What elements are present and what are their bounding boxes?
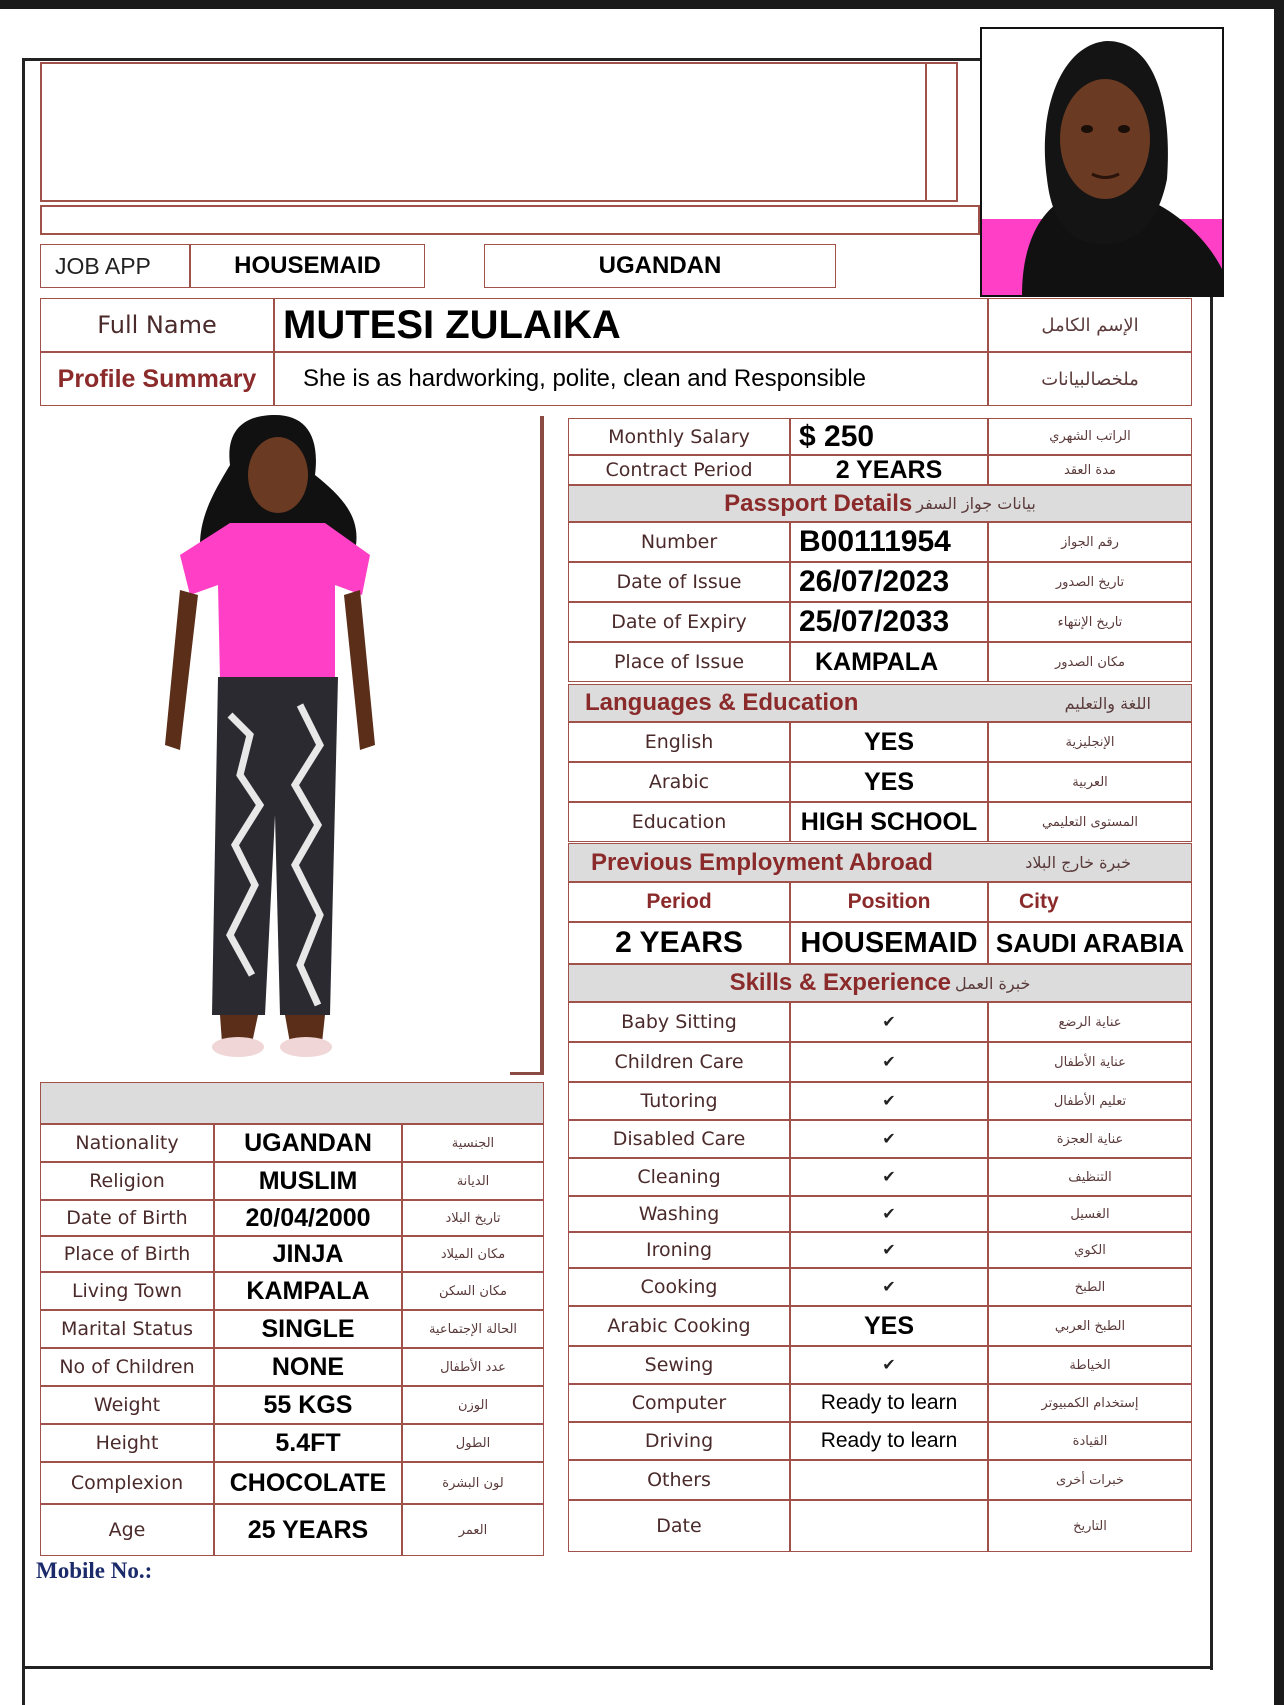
- skill-ar-5: [988, 1196, 1192, 1232]
- passport-ar-2-text: تاريخ الإنتهاء: [1057, 614, 1123, 630]
- profile-ar: [988, 352, 1192, 406]
- personal-ar-7: [402, 1386, 544, 1424]
- language-ar-0-text: الإنجليزية: [1065, 734, 1115, 750]
- language-value-0: [790, 722, 988, 762]
- skill-value-10-text: Ready to learn: [820, 1391, 958, 1414]
- employment-col-city-text: City: [1019, 890, 1059, 913]
- employment-position: [790, 922, 988, 964]
- personal-value-8: [214, 1424, 402, 1462]
- passport-photo-icon: [982, 29, 1222, 295]
- passport-ar-0: [988, 522, 1192, 562]
- salary-value-text: $ 250: [799, 419, 875, 453]
- personal-value-9-text: CHOCOLATE: [229, 1468, 387, 1497]
- profile-label-text: Profile Summary: [57, 364, 257, 393]
- salary-value: [790, 418, 988, 455]
- language-label-0: [568, 722, 790, 762]
- skill-label-8-text: Arabic Cooking: [607, 1315, 751, 1337]
- personal-value-2: [214, 1200, 402, 1236]
- personal-label-4: [40, 1272, 214, 1310]
- full-name-value: [274, 298, 988, 352]
- personal-value-6-text: NONE: [271, 1352, 345, 1381]
- employment-city-text: SAUDI ARABIA: [995, 927, 1185, 958]
- bottom-frame-line: [22, 1666, 1212, 1669]
- full-name-ar-text: الإسم الكامل: [1041, 314, 1139, 336]
- skill-value-1: [790, 1042, 988, 1082]
- skill-label-12-text: Others: [647, 1469, 711, 1491]
- header-divider: [925, 62, 927, 202]
- personal-ar-8: [402, 1424, 544, 1462]
- personal-label-9-text: Complexion: [70, 1472, 184, 1494]
- personal-ar-6: [402, 1348, 544, 1386]
- skill-value-6-text: ✔: [882, 1242, 896, 1259]
- language-label-2-text: Education: [631, 811, 727, 833]
- personal-value-3: [214, 1236, 402, 1272]
- personal-value-1: [214, 1162, 402, 1200]
- job-app-label-text: JOB APP: [55, 252, 151, 279]
- skill-ar-0-text: عناية الرضع: [1058, 1014, 1122, 1030]
- skill-label-0-text: Baby Sitting: [621, 1011, 737, 1033]
- salary-label-text: Monthly Salary: [608, 425, 750, 448]
- passport-value-2: [790, 602, 988, 642]
- top-border: [0, 0, 1284, 9]
- full-name-label: [40, 298, 274, 352]
- passport-label-0: [568, 522, 790, 562]
- passport-value-1: [790, 562, 988, 602]
- profile-label: [40, 352, 274, 406]
- language-label-0-text: English: [644, 731, 714, 753]
- skill-value-8-text: YES: [863, 1311, 915, 1340]
- right-border: [1274, 0, 1284, 1705]
- skills-title: Skills & Experience: [729, 969, 952, 996]
- personal-label-2-text: Date of Birth: [66, 1207, 188, 1229]
- employment-title-ar: خبرة خارج البلاد: [1025, 853, 1131, 872]
- skill-ar-8: [988, 1306, 1192, 1346]
- employment-period: [568, 922, 790, 964]
- personal-ar-3: [402, 1236, 544, 1272]
- skill-value-2: [790, 1082, 988, 1120]
- skill-ar-13-text: التاريخ: [1073, 1518, 1107, 1534]
- skill-value-7-text: ✔: [882, 1279, 896, 1296]
- skill-ar-12-text: خبرات أخرى: [1055, 1472, 1125, 1488]
- passport-value-0: [790, 522, 988, 562]
- language-value-0-text: YES: [863, 727, 915, 756]
- language-ar-1-text: العربية: [1072, 774, 1108, 790]
- personal-ar-0: [402, 1124, 544, 1162]
- skill-ar-11-text: القيادة: [1072, 1433, 1108, 1449]
- personal-value-4: [214, 1272, 402, 1310]
- employment-position-text: HOUSEMAID: [800, 926, 978, 959]
- full-name-text: MUTESI ZULAIKA: [283, 302, 621, 347]
- personal-value-5-text: SINGLE: [261, 1314, 355, 1343]
- skill-label-6: [568, 1232, 790, 1268]
- personal-ar-2: [402, 1200, 544, 1236]
- skill-label-5: [568, 1196, 790, 1232]
- skill-value-4-text: ✔: [882, 1169, 896, 1186]
- skill-label-4-text: Cleaning: [637, 1166, 721, 1188]
- job-app-value-text: HOUSEMAID: [234, 252, 381, 279]
- passport-label-0-text: Number: [640, 531, 718, 553]
- skill-value-9-text: ✔: [882, 1357, 896, 1374]
- personal-label-1: [40, 1162, 214, 1200]
- skills-header: [568, 964, 1192, 1002]
- language-label-1: [568, 762, 790, 802]
- personal-label-3: [40, 1236, 214, 1272]
- language-value-2: [790, 802, 988, 842]
- personal-label-5-text: Marital Status: [60, 1318, 194, 1340]
- skill-ar-11: [988, 1422, 1192, 1460]
- header-blank-box: [40, 62, 958, 202]
- skill-label-9-text: Sewing: [644, 1354, 714, 1376]
- personal-value-2-text: 20/04/2000: [245, 1203, 371, 1232]
- profile-ar-text: ملخصالبيانات: [1041, 368, 1139, 390]
- personal-label-5: [40, 1310, 214, 1348]
- personal-ar-6-text: عدد الأطفال: [440, 1359, 506, 1375]
- skill-value-7: [790, 1268, 988, 1306]
- full-name-ar: [988, 298, 1192, 352]
- passport-value-1-text: 26/07/2023: [799, 565, 950, 598]
- job-app-label: [40, 244, 190, 288]
- skill-label-12: [568, 1460, 790, 1500]
- skill-label-7: [568, 1268, 790, 1306]
- personal-ar-3-text: مكان الميلاد: [440, 1246, 506, 1262]
- skill-ar-1: [988, 1042, 1192, 1082]
- personal-label-4-text: Living Town: [71, 1280, 183, 1302]
- skill-value-11: [790, 1422, 988, 1460]
- top-frame-line: [22, 58, 982, 61]
- skill-ar-4: [988, 1158, 1192, 1196]
- personal-label-3-text: Place of Birth: [63, 1243, 191, 1265]
- personal-ar-10: [402, 1504, 544, 1556]
- passport-label-3-text: Place of Issue: [613, 651, 745, 673]
- passport-ar-3: [988, 642, 1192, 682]
- personal-label-7-text: Weight: [93, 1394, 161, 1416]
- passport-label-2: [568, 602, 790, 642]
- skill-ar-7-text: الطبخ: [1074, 1279, 1106, 1295]
- language-ar-2: [988, 802, 1192, 842]
- passport-label-2-text: Date of Expiry: [611, 611, 747, 633]
- skill-value-4: [790, 1158, 988, 1196]
- skill-label-1-text: Children Care: [614, 1051, 744, 1073]
- language-value-2-text: HIGH SCHOOL: [800, 807, 978, 836]
- skill-label-2-text: Tutoring: [640, 1090, 718, 1112]
- skill-ar-2: [988, 1082, 1192, 1120]
- personal-value-0: [214, 1124, 402, 1162]
- skill-value-9: [790, 1346, 988, 1384]
- passport-label-3: [568, 642, 790, 682]
- skill-value-2-text: ✔: [882, 1093, 896, 1110]
- personal-value-5: [214, 1310, 402, 1348]
- language-value-1-text: YES: [863, 767, 915, 796]
- passport-ar-1-text: تاريخ الصدور: [1055, 574, 1125, 590]
- personal-label-6: [40, 1348, 214, 1386]
- personal-ar-5: [402, 1310, 544, 1348]
- employment-period-text: 2 YEARS: [615, 926, 743, 959]
- employment-col-period-text: Period: [646, 890, 712, 913]
- skill-label-2: [568, 1082, 790, 1120]
- skill-ar-6: [988, 1232, 1192, 1268]
- personal-label-9: [40, 1462, 214, 1504]
- employment-col-position: [790, 882, 988, 922]
- personal-ar-2-text: تاريخ البلاد: [445, 1210, 501, 1226]
- employment-title: Previous Employment Abroad: [591, 848, 933, 876]
- skill-label-7-text: Cooking: [640, 1276, 718, 1298]
- skill-value-11-text: Ready to learn: [820, 1429, 958, 1452]
- personal-label-8-text: Height: [95, 1432, 159, 1454]
- language-ar-0: [988, 722, 1192, 762]
- personal-label-2: [40, 1200, 214, 1236]
- salary-ar: [988, 418, 1192, 455]
- skill-label-11: [568, 1422, 790, 1460]
- period-value: [790, 455, 988, 485]
- personal-value-9: [214, 1462, 402, 1504]
- skill-label-10: [568, 1384, 790, 1422]
- passport-value-3: [790, 642, 988, 682]
- period-label-text: Contract Period: [605, 459, 753, 481]
- skill-label-3: [568, 1120, 790, 1158]
- skill-ar-8-text: الطبخ العربي: [1054, 1318, 1126, 1334]
- personal-label-6-text: No of Children: [59, 1356, 195, 1378]
- personal-ar-0-text: الجنسية: [451, 1135, 495, 1151]
- personal-ar-4: [402, 1272, 544, 1310]
- full-name-label-text: Full Name: [97, 311, 217, 339]
- skill-ar-12: [988, 1460, 1192, 1500]
- skill-value-12: [790, 1460, 988, 1500]
- skill-value-3-text: ✔: [882, 1131, 896, 1148]
- personal-value-10-text: 25 YEARS: [247, 1515, 369, 1544]
- personal-label-1-text: Religion: [89, 1170, 165, 1192]
- salary-label: [568, 418, 790, 455]
- skill-label-3-text: Disabled Care: [612, 1128, 746, 1150]
- skill-label-13-text: Date: [656, 1515, 702, 1537]
- personal-label-10-text: Age: [108, 1519, 146, 1541]
- skill-value-6: [790, 1232, 988, 1268]
- skills-title-ar: خبرة العمل: [955, 973, 1031, 993]
- personal-value-6: [214, 1348, 402, 1386]
- skill-value-3: [790, 1120, 988, 1158]
- passport-header: [568, 485, 1192, 522]
- period-ar: [988, 455, 1192, 485]
- job-app-value: [190, 244, 425, 288]
- skill-ar-3-text: عناية العجزة: [1056, 1131, 1124, 1147]
- personal-label-8: [40, 1424, 214, 1462]
- personal-ar-7-text: الوزن: [457, 1397, 489, 1413]
- languages-title: Languages & Education: [585, 689, 859, 716]
- full-body-photo: [160, 415, 390, 1075]
- skill-label-8: [568, 1306, 790, 1346]
- passport-value-3-text: KAMPALA: [815, 647, 939, 676]
- employment-col-position-text: Position: [847, 890, 931, 913]
- skill-ar-13: [988, 1500, 1192, 1552]
- passport-ar-3-text: مكان الصدور: [1054, 654, 1125, 670]
- languages-title-ar: اللغة والتعليم: [1064, 693, 1151, 713]
- period-ar-text: مدة العقد: [1064, 462, 1116, 478]
- skill-label-1: [568, 1042, 790, 1082]
- header-strip: [40, 205, 980, 235]
- skill-ar-5-text: الغسيل: [1070, 1206, 1110, 1222]
- skill-value-1-text: ✔: [882, 1054, 896, 1071]
- employment-header: [568, 843, 1192, 882]
- profile-text: She is as hardworking, polite, clean and Responsible: [303, 365, 867, 392]
- personal-label-0: [40, 1124, 214, 1162]
- skill-ar-1-text: عناية الأطفال: [1054, 1054, 1126, 1070]
- skill-ar-0: [988, 1002, 1192, 1042]
- skill-ar-9: [988, 1346, 1192, 1384]
- passport-label-1-text: Date of Issue: [616, 571, 742, 593]
- skill-value-0: [790, 1002, 988, 1042]
- skill-value-5: [790, 1196, 988, 1232]
- passport-title-ar: بيانات جواز السفر: [916, 494, 1036, 513]
- skill-ar-3: [988, 1120, 1192, 1158]
- personal-ar-10-text: العمر: [458, 1522, 488, 1538]
- passport-ar-2: [988, 602, 1192, 642]
- personal-value-7-text: 55 KGS: [263, 1390, 353, 1419]
- nationality-banner: [484, 244, 836, 288]
- language-ar-1: [988, 762, 1192, 802]
- skill-value-5-text: ✔: [882, 1206, 896, 1223]
- skill-ar-10: [988, 1384, 1192, 1422]
- period-value-text: 2 YEARS: [835, 455, 943, 484]
- skill-value-0-text: ✔: [882, 1014, 896, 1031]
- personal-ar-9: [402, 1462, 544, 1504]
- employment-city: [988, 922, 1192, 964]
- employment-col-city: [988, 882, 1192, 922]
- personal-header: [40, 1082, 544, 1124]
- skill-label-11-text: Driving: [644, 1430, 714, 1452]
- photo-bottom-tick: [510, 1072, 544, 1075]
- passport-ar-1: [988, 562, 1192, 602]
- skill-label-4: [568, 1158, 790, 1196]
- personal-ar-9-text: لون البشرة: [442, 1475, 504, 1491]
- skill-label-6-text: Ironing: [645, 1239, 713, 1261]
- skill-ar-9-text: الخياطة: [1069, 1357, 1111, 1373]
- skill-label-5-text: Washing: [638, 1203, 720, 1225]
- salary-ar-text: الراتب الشهري: [1049, 429, 1131, 444]
- nationality-banner-text: UGANDAN: [598, 252, 722, 279]
- personal-ar-1-text: الديانة: [456, 1173, 490, 1189]
- employment-col-period: [568, 882, 790, 922]
- personal-value-4-text: KAMPALA: [246, 1276, 370, 1305]
- languages-header: [568, 684, 1192, 722]
- personal-value-0-text: UGANDAN: [244, 1128, 372, 1157]
- passport-label-1: [568, 562, 790, 602]
- passport-value-0-text: B00111954: [799, 525, 951, 558]
- skill-ar-6-text: الكوي: [1074, 1242, 1106, 1258]
- personal-value-8-text: 5.4FT: [275, 1428, 341, 1457]
- passport-value-2-text: 25/07/2033: [799, 605, 950, 638]
- passport-title: Passport Details: [724, 489, 913, 517]
- personal-label-10: [40, 1504, 214, 1556]
- left-frame-line: [22, 60, 25, 1705]
- personal-label-0-text: Nationality: [75, 1132, 179, 1154]
- language-value-1: [790, 762, 988, 802]
- skill-ar-2-text: تعليم الأطفال: [1053, 1093, 1127, 1109]
- mobile-label: Mobile No.:: [36, 1558, 153, 1583]
- skill-label-9: [568, 1346, 790, 1384]
- personal-ar-1: [402, 1162, 544, 1200]
- personal-label-7: [40, 1386, 214, 1424]
- skill-value-10: [790, 1384, 988, 1422]
- personal-ar-4-text: مكان السكن: [438, 1283, 508, 1299]
- skill-ar-4-text: التنظيف: [1068, 1169, 1112, 1185]
- personal-value-10: [214, 1504, 402, 1556]
- language-label-1-text: Arabic: [648, 771, 710, 793]
- personal-ar-5-text: الحالة الإجتماعية: [428, 1321, 518, 1337]
- full-body-photo-icon: [160, 415, 390, 1075]
- language-label-2: [568, 802, 790, 842]
- skill-label-10-text: Computer: [631, 1392, 727, 1414]
- skill-value-13: [790, 1500, 988, 1552]
- language-ar-2-text: المستوى التعليمي: [1042, 814, 1138, 830]
- personal-ar-8-text: الطول: [455, 1435, 491, 1451]
- passport-photo: [980, 27, 1224, 297]
- personal-value-1-text: MUSLIM: [258, 1166, 358, 1195]
- skill-value-8: [790, 1306, 988, 1346]
- skill-label-13: [568, 1500, 790, 1552]
- personal-value-7: [214, 1386, 402, 1424]
- skill-ar-10-text: إستخدام الكمبيوتر: [1041, 1395, 1139, 1411]
- profile-value: [274, 352, 988, 406]
- personal-value-3-text: JINJA: [272, 1239, 344, 1268]
- skill-ar-7: [988, 1268, 1192, 1306]
- photo-right-border: [540, 416, 544, 1074]
- skill-label-0: [568, 1002, 790, 1042]
- passport-ar-0-text: رقم الجواز: [1061, 534, 1119, 550]
- period-label: [568, 455, 790, 485]
